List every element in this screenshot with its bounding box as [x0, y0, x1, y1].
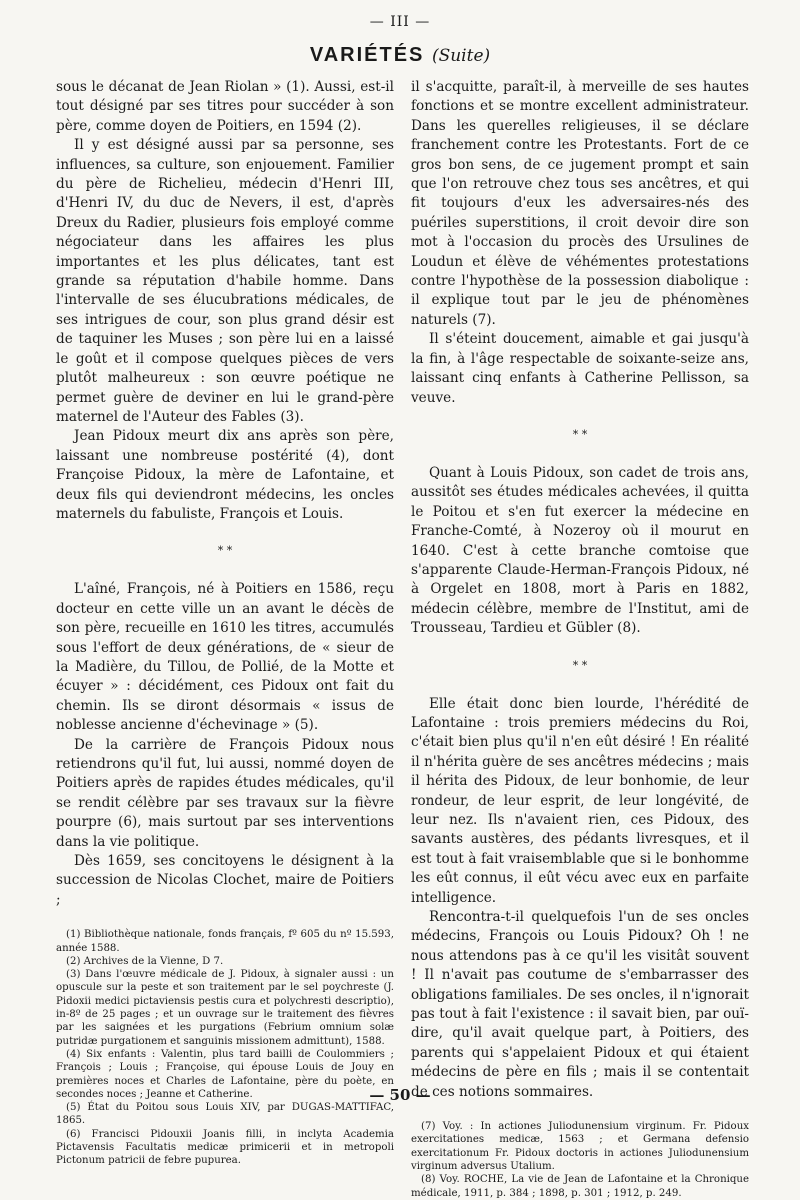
footnote: (2) Archives de la Vienne, D 7.: [66, 955, 224, 967]
footnote: (6) Francisci Pidouxii Joanis filli, in inclyta Academia Pictavensis Facultatis medicæ primicerii et in metropoli Pictonum patricii de febre pupurea.: [56, 1128, 394, 1167]
footnote: (3) Dans l'œuvre médicale de J. Pidoux, à signaler aussi : un opuscule sur la peste et son traitement par le sel poychreste (J. Pidoxii medici pictaviensis pestis cura et polychresti descriptio), in-8º de 25 pages ; et un ouvrage sur le traitement des fièvres par les saignées et les purgations (Febrium omnium solæ putridæ purgationem et sanguinis missionem admittunt), 1588.: [56, 969, 394, 1047]
paragraph: Rencontra-t-il quelquefois l'un de ses oncles médecins, François ou Louis Pidoux? Oh ! ne nous attendons pas à ce qu'il les visitât souvent ! Il n'avait pas coutume de s'embarrasser des obligations familiales. De ses oncles, il n'ignorait pas tout à fait l'existence : il savait bien, par ouï-dire, qu'il avait quelque part, à Poitiers, des parents qui s'appelaient Pidoux et qui étaient médecins de père en fils ; mais il se contentait de ces notions sommaires.: [411, 909, 749, 1100]
header-title: VARIÉTÉS: [309, 44, 425, 66]
page-title: [0, 44, 800, 67]
paragraph: Il s'éteint doucement, aimable et gai jusqu'à la fin, à l'âge respectable de soixante-seize ans, laissant cinq enfants à Catherine Pellisson, sa veuve.: [411, 331, 749, 406]
page-number: — 50 —: [369, 1086, 431, 1104]
footnotes: [56, 928, 394, 1167]
footnotes: [411, 1120, 749, 1200]
section-separator: * *: [572, 658, 588, 672]
roman-page-marker: — III —: [369, 14, 431, 30]
paragraph: De la carrière de François Pidoux nous retiendrons qu'il fut, lui aussi, nommé doyen de Poitiers après de rapides études médicales, qu'il se rendit célèbre par ses travaux sur la fièvre pourpre (6), mais surtout par ses interventions dans la vie politique.: [56, 736, 394, 850]
footnote: (1) Bibliothèque nationale, fonds français, fº 605 du nº 15.593, année 1588.: [56, 929, 394, 954]
section-separator: * *: [217, 544, 233, 558]
paragraph: L'aîné, François, né à Poitiers en 1586, reçu docteur en cette ville un an avant le décès de son père, recueille en 1610 les titres, accumulés sous l'effort de deux générations, de « sieur de la Madière, du Tillou, de Pollié, de la Motte et écuyer » : décidément, ces Pidoux ont fait du chemin. Ils se diront désormais « issus de noblesse ancienne d'échevinage » (5).: [56, 581, 394, 734]
header-subtitle: (Suite): [431, 46, 491, 66]
footnote: (8) Voy. ROCHE, La vie de Jean de Lafontaine et la Chronique médicale, 1911, p. 384 ; 1898, p. 301 ; 1912, p. 249.: [411, 1174, 749, 1199]
paragraph: Elle était donc bien lourde, l'hérédité de Lafontaine : trois premiers médecins du Roi, c'était bien plus qu'il n'en eût désiré ! En réalité il n'hérita guère de ses ancêtres médecins ; mais il hérita des Pidoux, de leur bonhomie, de leur rondeur, de leur esprit, de leur longévité, de leur nez. Ils n'avaient rien, ces Pidoux, des savants austères, des pédants livresques, et il est tout à fait vraisemblable que si le bonhomme les eût connus, il eût vécu avec eux en parfaite intelligence.: [411, 695, 749, 906]
paragraph: Quant à Louis Pidoux, son cadet de trois ans, aussitôt ses études médicales achevées, il quitta le Poitou et s'en fut exercer la médecine en Franche-Comté, à Nozeroy où il mourut en 1640. C'est à cette branche comtoise que s'apparente Claude-Herman-François Pidoux, né à Orgelet en 1808, mort à Paris en 1882, médecin célèbre, membre de l'Institut, ami de Trousseau, Tardieu et Gübler (8).: [411, 464, 749, 637]
paragraph: Dès 1659, ses concitoyens le désignent à la succession de Nicolas Clochet, maire de Poitiers ;: [56, 853, 394, 908]
footnote: (5) État du Poitou sous Louis XIV, par DUGAS-MATTIFAC, 1865.: [56, 1102, 394, 1127]
footnote: (7) Voy. : In actiones Juliodunensium virginum. Fr. Pidoux exercitationes medicæ, 1563 ; et Germana defensio exercitationum Fr. Pidoux doctoris in actiones Juliodunensium virginum adversus Utalium.: [411, 1121, 749, 1172]
footnote: (4) Six enfants : Valentin, plus tard bailli de Coulommiers ; François ; Louis ; Françoise, qui épouse Louis de Jouy en premières noces et Charles de Lafontaine, père du poète, en secondes noces ; Jeanne et Catherine.: [56, 1048, 394, 1100]
section-separator: * *: [572, 427, 588, 441]
paragraph: Il y est désigné aussi par sa personne, ses influences, sa culture, son enjouement. Familier du père de Richelieu, médecin d'Henri III, d'Henri IV, du duc de Nevers, il est, d'après Dreux du Radier, plusieurs fois employé comme négociateur dans les affaires les plus importantes et les plus délicates, tant est grande sa réputation d'habile homme. Dans l'intervalle de ses élucubrations médicales, de ses intrigues de cour, son plus grand désir est de taquiner les Muses ; son père lui en a laissé le goût et il compose quelques pièces de vers plutôt malheureux : son œuvre poétique ne permet guère de deviner en lui le grand-père maternel de l'Auteur des Fables (3).: [56, 137, 394, 425]
paragraph: Jean Pidoux meurt dix ans après son père, laissant une nombreuse postérité (4), dont Françoise Pidoux, la mère de Lafontaine, et deux fils qui deviendront médecins, les oncles maternels du fabuliste, François et Louis.: [56, 428, 394, 522]
left-column: [56, 78, 394, 1168]
paragraph: sous le décanat de Jean Riolan » (1). Aussi, est-il tout désigné par ses titres pour succéder à son père, comme doyen de Poitiers, en 1594 (2).: [56, 79, 394, 134]
right-column: [411, 78, 749, 1200]
paragraph: il s'acquitte, paraît-il, à merveille de ses hautes fonctions et se montre excellent administrateur. Dans les querelles religieuses, il se déclare franchement contre les Protestants. Fort de ce gros bon sens, de ce jugement prompt et sain que l'on retrouve chez tous ses ancêtres, et qui fit toujours d'eux les adversaires-nés des puériles superstitions, il croit devoir dire son mot à l'occasion du procès des Ursulines de Loudun et élève de véhémentes protestations contre l'hypothèse de la possession diabolique : il explique tout par le jeu de phénomènes naturels (7).: [411, 79, 749, 328]
